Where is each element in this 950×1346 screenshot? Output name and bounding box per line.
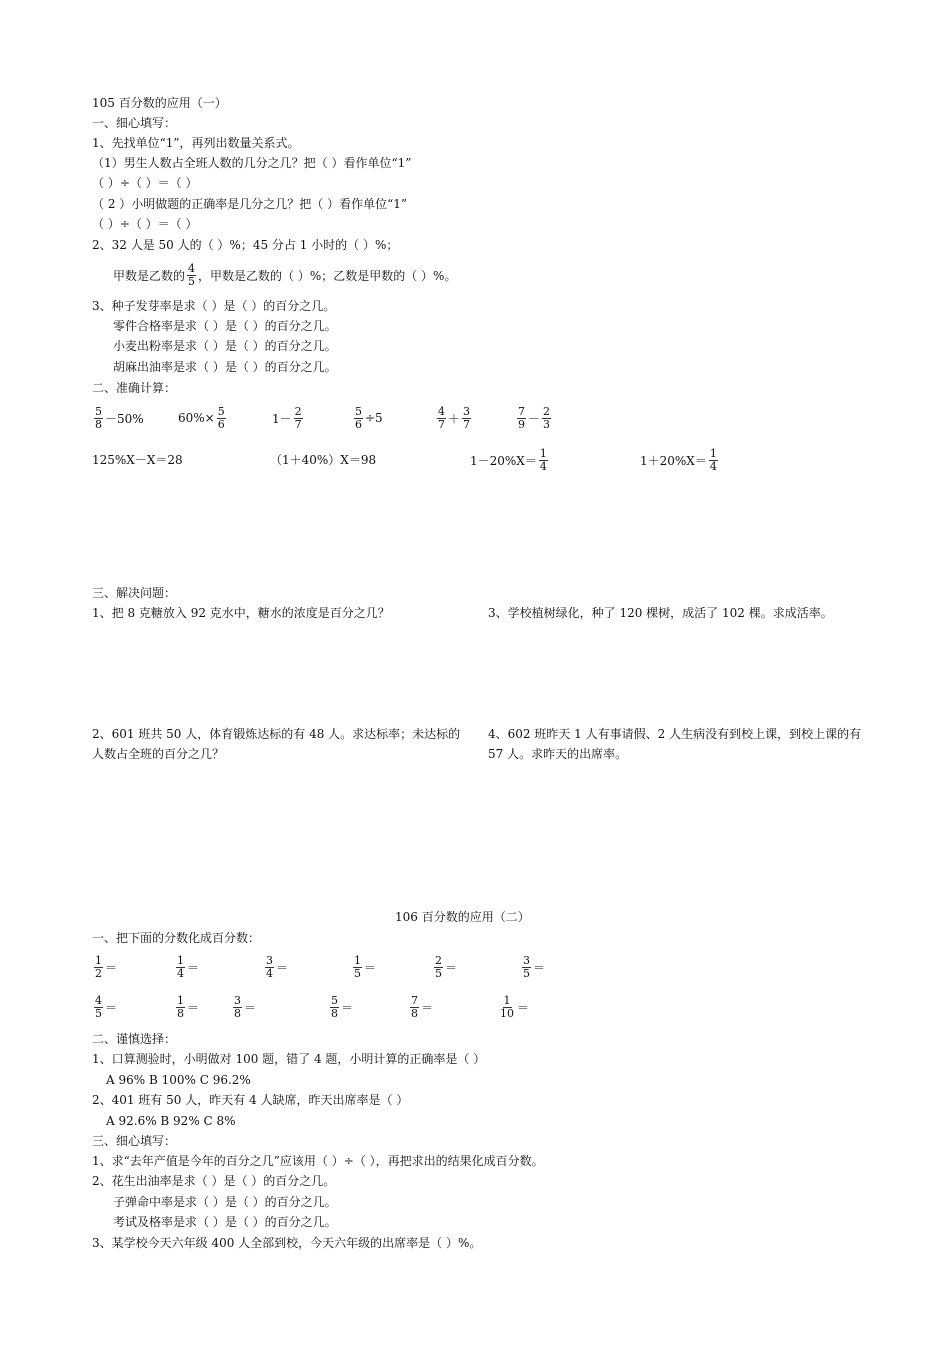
question-3-line-1: 3、种子发芽率是求（ ）是（ ）的百分之几。	[92, 299, 336, 313]
equals-sign: ＝	[364, 960, 377, 975]
denominator: 10	[500, 1006, 514, 1020]
equals-sign: ＝	[244, 1000, 257, 1015]
fraction	[176, 955, 185, 980]
numerator: 3	[523, 953, 530, 967]
section-heading-problems: 三、解决问题：	[92, 586, 177, 600]
calc-2-prefix: 60%×	[178, 411, 215, 425]
numerator: 2	[543, 404, 551, 418]
equation-2: （1＋40%）X＝98	[270, 453, 377, 467]
denominator: 8	[411, 1006, 418, 1020]
denominator: 4	[266, 966, 273, 980]
calc-3	[272, 402, 305, 434]
fill-question-2-line-3: 考试及格率是求（ ）是（ ）的百分之几。	[113, 1215, 337, 1229]
calc-1	[92, 402, 144, 434]
equation-1: 125%X－X＝28	[92, 453, 183, 467]
equation-3-prefix: 1－20%X＝	[470, 453, 537, 468]
equals-sign: ＝	[445, 960, 458, 975]
fraction	[434, 955, 443, 980]
numerator: 5	[331, 993, 338, 1007]
convert-fraction-3-4	[263, 950, 288, 984]
convert-fraction-7-8	[408, 990, 433, 1024]
calc-1-fraction	[94, 406, 103, 431]
denominator: 2	[95, 966, 102, 980]
equation-4-prefix: 1＋20%X＝	[640, 453, 707, 468]
convert-fraction-2-5	[432, 950, 457, 984]
choice-question-1: 1、口算测验时，小明做对 100 题，错了 4 题，小明计算的正确率是（ ）	[92, 1052, 486, 1066]
numerator: 3	[463, 404, 471, 418]
question-1: 1、先找单位“1”，再列出数量关系式。	[92, 136, 300, 150]
numerator: 1	[177, 953, 184, 967]
calc-3-prefix: 1－	[272, 411, 292, 426]
convert-fraction-1-4	[174, 950, 199, 984]
numerator: 1	[177, 993, 184, 1007]
numerator: 1	[95, 953, 102, 967]
denominator: 6	[217, 417, 225, 431]
problem-4: 4、602 班昨天 1 人有事请假、2 人生病没有到校上课，到校上课的有 57 人。求昨天的出席率。	[488, 727, 862, 761]
equation-3	[470, 443, 550, 477]
numerator: 1	[503, 993, 511, 1007]
calc-2-fraction	[217, 406, 226, 431]
equals-sign: ＝	[105, 960, 118, 975]
denominator: 7	[463, 417, 471, 431]
calc-6-fraction-b	[542, 406, 551, 431]
fill-question-1: 1、求“去年产值是今年的百分之几”应该用（ ）÷（ ），再把求出的结果化成百分数。	[92, 1154, 544, 1168]
problem-2: 2、601 班共 50 人，体育锻炼达标的有 48 人。求达标率；未达标的人数占全班的百分之几？	[92, 727, 461, 761]
q2b-fraction	[187, 263, 196, 288]
numerator: 1	[709, 446, 717, 460]
worksheet-title-105: 105 百分数的应用（一）	[92, 96, 227, 110]
calc-2	[178, 402, 228, 434]
equation-4	[640, 443, 720, 477]
calc-1-rest: －50%	[105, 411, 144, 426]
fraction	[330, 995, 339, 1020]
denominator: 9	[518, 417, 525, 431]
fraction	[499, 995, 515, 1020]
convert-fraction-1-2	[92, 950, 117, 984]
fraction	[233, 995, 242, 1020]
denominator: 5	[354, 966, 361, 980]
equation-4-fraction	[709, 448, 718, 473]
numerator: 4	[438, 404, 445, 418]
fraction	[353, 955, 362, 980]
calc-6	[515, 402, 553, 434]
denominator: 4	[539, 459, 547, 473]
calc-4-fraction	[354, 406, 363, 431]
fill-question-2-line-2: 子弹命中率是求（ ）是（ ）的百分之几。	[113, 1195, 337, 1209]
denominator: 4	[709, 459, 717, 473]
denominator: 4	[177, 966, 184, 980]
calc-3-fraction	[294, 406, 303, 431]
fraction	[522, 955, 531, 980]
calc-4	[352, 402, 383, 434]
numerator: 3	[234, 993, 241, 1007]
numerator: 4	[95, 993, 102, 1007]
denominator: 5	[523, 966, 530, 980]
problem-3: 3、学校植树绿化，种了 120 棵树，成活了 102 棵。求成活率。	[488, 606, 833, 620]
denominator: 8	[234, 1006, 241, 1020]
denominator: 7	[294, 417, 302, 431]
equals-sign: ＝	[187, 1000, 200, 1015]
denominator: 5	[435, 966, 442, 980]
equals-sign: ＝	[341, 1000, 354, 1015]
fraction	[94, 955, 103, 980]
numerator: 2	[435, 953, 442, 967]
fill-question-2-line-1: 2、花生出油率是求（ ）是（ ）的百分之几。	[92, 1174, 336, 1188]
section-heading-convert: 一、把下面的分数化成百分数：	[92, 931, 261, 945]
question-2b	[113, 260, 456, 290]
calc-4-rest: ÷5	[365, 411, 383, 425]
fill-question-3: 3、某学校今天六年级 400 人全部到校，今天六年级的出席率是（ ）%。	[92, 1236, 482, 1250]
numerator: 2	[294, 404, 302, 418]
q2b-suffix: ，甲数是乙数的（ ）%；乙数是甲数的（ ）%。	[198, 268, 457, 283]
equals-sign: ＝	[517, 1000, 530, 1015]
calc-5-operator: ＋	[448, 411, 461, 426]
choice-question-1-options: A 96% B 100% C 96.2%	[106, 1073, 251, 1087]
numerator: 1	[354, 953, 361, 967]
question-3-line-3: 小麦出粉率是求（ ）是（ ）的百分之几。	[113, 339, 337, 353]
q2b-denominator: 5	[188, 274, 196, 288]
equals-sign: ＝	[105, 1000, 118, 1015]
problem-1: 1、把 8 克糖放入 92 克水中，糖水的浓度是百分之几？	[92, 606, 390, 620]
equals-sign: ＝	[187, 960, 200, 975]
numerator: 5	[355, 404, 362, 418]
convert-fraction-3-8	[231, 990, 256, 1024]
choice-question-2-options: A 92.6% B 92% C 8%	[106, 1114, 236, 1128]
question-1-2-formula: （ ）÷（ ）＝（ ）	[92, 217, 198, 231]
denominator: 5	[95, 1006, 102, 1020]
question-1-1-formula: （ ）÷（ ）＝（ ）	[92, 176, 198, 190]
convert-fraction-4-5	[92, 990, 117, 1024]
numerator: 1	[539, 446, 547, 460]
section-heading-calc: 二、准确计算：	[92, 381, 177, 395]
worksheet-title-106: 106 百分数的应用（二）	[395, 910, 530, 924]
convert-fraction-1-10	[497, 990, 529, 1024]
question-2: 2、32 人是 50 人的（ ）%；45 分占 1 小时的（ ）%；	[92, 238, 399, 252]
denominator: 8	[177, 1006, 184, 1020]
q2b-numerator: 4	[188, 261, 196, 275]
numerator: 7	[518, 404, 525, 418]
section-heading-choice: 二、谨慎选择：	[92, 1032, 177, 1046]
convert-fraction-3-5	[520, 950, 545, 984]
fraction	[265, 955, 274, 980]
denominator: 3	[543, 417, 551, 431]
fraction	[94, 995, 103, 1020]
equation-3-fraction	[539, 448, 548, 473]
calc-6-operator: －	[528, 411, 541, 426]
choice-question-2: 2、401 班有 50 人，昨天有 4 人缺席，昨天出席率是（ ）	[92, 1093, 409, 1107]
denominator: 6	[355, 417, 362, 431]
calc-5	[435, 402, 473, 434]
equals-sign: ＝	[276, 960, 289, 975]
section-heading-fill: 一、细心填写：	[92, 116, 177, 130]
convert-fraction-1-5	[351, 950, 376, 984]
question-1-2: （ 2 ）小明做题的正确率是几分之几？把（ ）看作单位“1”	[92, 197, 407, 211]
denominator: 7	[438, 417, 445, 431]
numerator: 7	[411, 993, 418, 1007]
question-3-line-2: 零件合格率是求（ ）是（ ）的百分之几。	[113, 319, 337, 333]
equals-sign: ＝	[533, 960, 546, 975]
calc-5-fraction-a	[437, 406, 446, 431]
denominator: 8	[331, 1006, 338, 1020]
convert-fraction-5-8	[328, 990, 353, 1024]
calc-6-fraction-a	[517, 406, 526, 431]
numerator: 5	[95, 404, 102, 418]
denominator: 8	[95, 417, 102, 431]
convert-fraction-1-8	[174, 990, 199, 1024]
section-heading-fill-2: 三、细心填写：	[92, 1134, 177, 1148]
equals-sign: ＝	[421, 1000, 434, 1015]
q2b-prefix: 甲数是乙数的	[113, 268, 186, 283]
numerator: 5	[217, 404, 225, 418]
fraction	[176, 995, 185, 1020]
question-3-line-4: 胡麻出油率是求（ ）是（ ）的百分之几。	[113, 360, 337, 374]
calc-5-fraction-b	[462, 406, 471, 431]
question-1-1: （1）男生人数占全班人数的几分之几？把（ ）看作单位“1”	[92, 156, 412, 170]
fraction	[410, 995, 419, 1020]
numerator: 3	[266, 953, 273, 967]
